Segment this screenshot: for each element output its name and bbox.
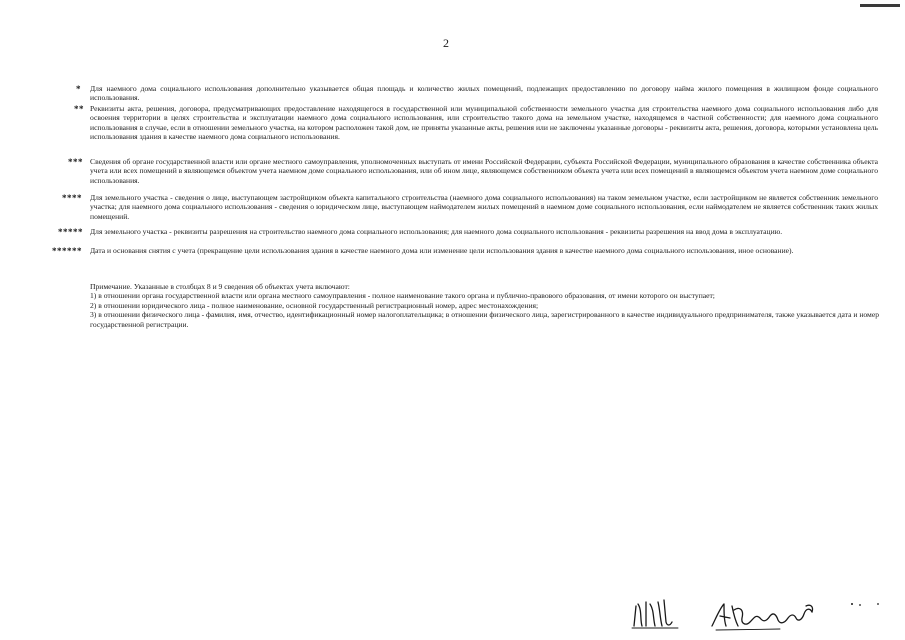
footnote-marker: ****** [52, 246, 82, 256]
footnote [0, 84, 905, 104]
handwritten-signatures [620, 596, 900, 636]
note-title: Примечание. Указанные в столбцах 8 и 9 сведения об объектах учета включают: [90, 282, 350, 291]
footnote [0, 157, 905, 195]
signature-ink [632, 600, 813, 630]
footnote [0, 227, 905, 247]
footnote-text: Для наемного дома социального использования дополнительно указывается общая площадь и количество жилых помещений, подлежащих предоставлению по договору найма жилого помещения в жилищном фонде социального использования. [90, 84, 878, 103]
note-item: 3) в отношении физического лица - фамилия, имя, отчество, идентификационный номер налогоплательщика; в отношении физического лица, зарегистрированного в качестве индивидуального предпринимателя, также указывается дата и номер государственной регистрации. [90, 310, 880, 329]
footnote-marker: * [76, 84, 81, 94]
signature-area [620, 596, 900, 636]
footnote [0, 246, 905, 266]
footnote [0, 193, 905, 231]
page-number: 2 [443, 36, 449, 50]
footnote-text: Для земельного участка - сведения о лице, выступающем застройщиком объекта капитального строительства (наемного дома социального использования) на таком земельном участке, если застройщиком не является собственник земельного участка; для наемного дома социального использования - сведения о юридическом лице, выступающем наймодателем жилых помещений в наемном доме социального использования, если наймодателем не является собственник таких жилых помещений. [90, 193, 878, 221]
signature-second [712, 604, 812, 626]
footnote [0, 104, 905, 156]
scan-corner-mark [860, 4, 900, 7]
footnote-marker: *** [68, 157, 83, 167]
note-item: 2) в отношении юридического лица - полное наименование, основной государственный регистрационный номер, адрес местонахождения; [90, 300, 539, 310]
footnote-marker: **** [62, 193, 82, 203]
footnote-marker: ***** [58, 227, 83, 237]
footnote-text: Дата и основания снятия с учета (прекращение цели использования здания в качестве наемного дома или изменение цели использования здания в качестве наемного дома социального использования, иное основание). [90, 246, 794, 255]
note-item: 1) в отношении органа государственной власти или органа местного самоуправления - полное наименование такого органа и публично-правового образования, от имени которого он выступает; [90, 291, 715, 301]
footnote-text: Реквизиты акта, решения, договора, предусматривающих предоставление находящегося в государственной или муниципальной собственности земельного участка для строительства наемного дома социального использования либо для освоения территории в целях строительства и эксплуатации наемного дома социального использования, или строительство такого дома на земельном участке, находящемся в частной собственности; для наемного дома социального использования в случае, если в отношении земельного участка, на котором расположен такой дом, не приняты указанные акты, решения или не заключены указанные договоры - реквизиты акта, решения, договора, которыми установлена цель использования здания в качестве наемного дома социального использования. [90, 104, 878, 141]
footnote-text: Для земельного участка - реквизиты разрешения на строительство наемного дома социального использования; для наемного дома социального использования - реквизиты разрешения на ввод дома в эксплуатацию. [90, 227, 783, 236]
footnote-text: Сведения об органе государственной власти или органе местного самоуправления, уполномоченных выступать от имени Российской Федерации, субъекта Российской Федерации, муниципального образования в качестве собственника объекта учета или всех помещений в являющемся объектом учета наемном доме социального использования, или об ином лице, являющемся собственником объекта учета или всех помещений в являющемся объектом учета наемном доме социального использования. [90, 157, 878, 185]
footnote-marker: ** [74, 104, 84, 114]
note-section [90, 282, 880, 329]
signature-first [634, 600, 672, 626]
scan-specks [851, 603, 879, 606]
